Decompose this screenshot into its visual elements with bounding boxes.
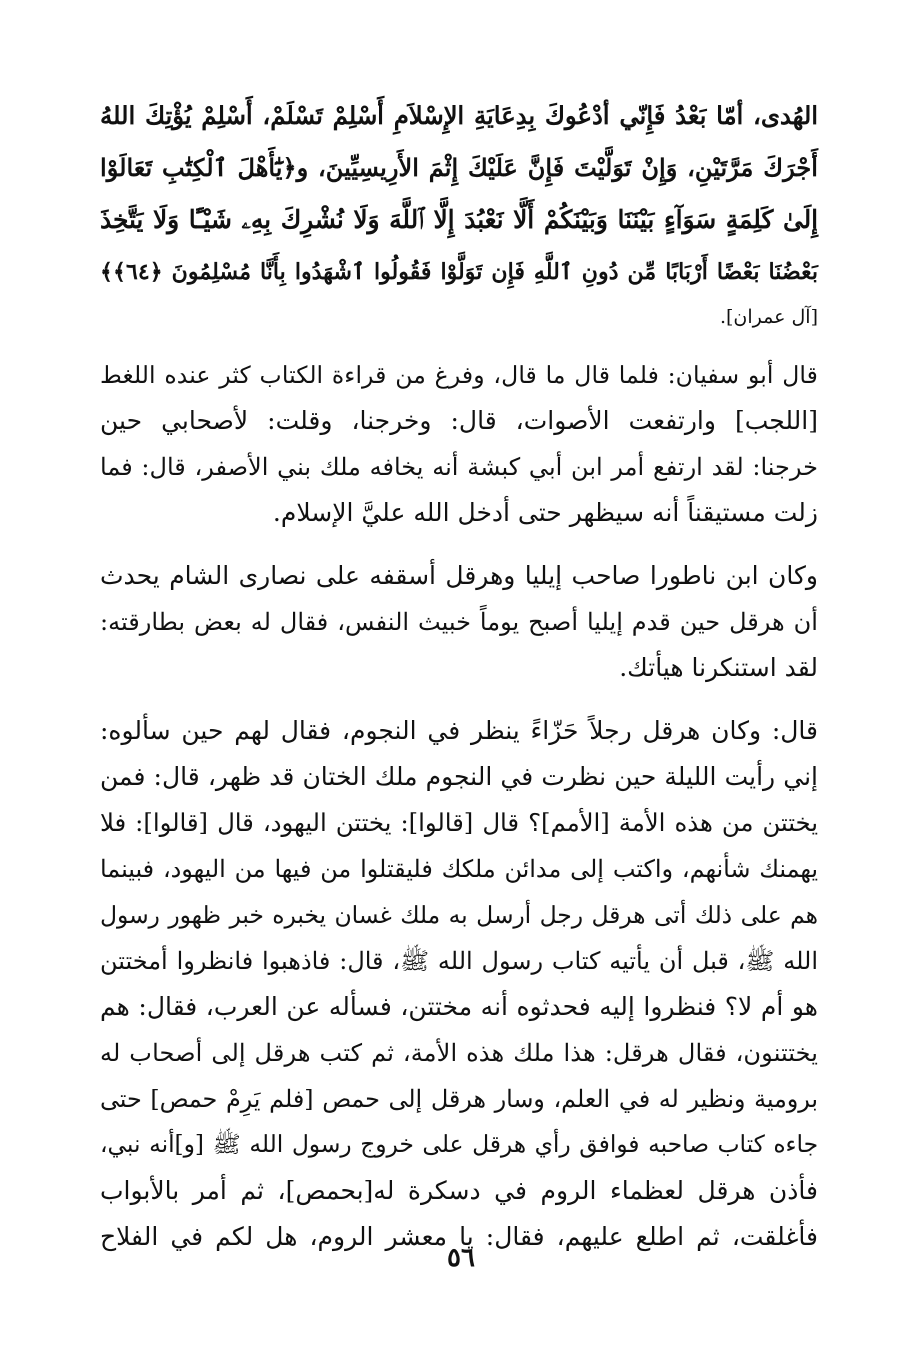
quote-line: بَعْضُنَا بَعْضًا أَرْبَابًا مِّن دُونِ ٱللَّهِ فَإِن تَوَلَّوْا فَقُولُوا ٱشْهَدُوا بِأَنَّا مُسْلِمُونَ ﴿٦٤﴾﴾ [100, 259, 818, 285]
text-line: الله ﷺ، قبل أن يأتيه كتاب رسول الله ﷺ، قال: فاذهبوا فانظروا أمختتن [100, 947, 818, 975]
quran-citation: [آل عمران]. [719, 306, 818, 328]
quote-line: الهُدى، أمّا بَعْدُ فَإِنّي أدْعُوكَ بِدِعَايَةِ الإِسْلاَمِ أَسْلِمْ تَسْلَمْ، أَسْلِمْ يُؤْتِكَ اللهُ [100, 101, 818, 130]
text-line: يختتن من هذه الأمة [الأمم]؟ قال [قالوا]: يختتن اليهود، قال [قالوا]: فلا [100, 808, 818, 837]
text-line: يهمنك شأنهم، واكتب إلى مدائن ملكك فليقتلوا من فيها من اليهود، فبينما [100, 855, 818, 883]
text-line: وكان ابن ناطورا صاحب إيليا وهرقل أسقفه على نصارى الشام يحدث [100, 561, 818, 590]
text-line: قال أبو سفيان: فلما قال ما قال، وفرغ من قراءة الكتاب كثر عنده اللغط [100, 361, 818, 389]
quote-line: إِلَىٰ كَلِمَةٍ سَوَآءٍ بَيْنَنَا وَبَيْنَكُمْ أَلَّا نَعْبُدَ إِلَّا ٱللَّهَ وَلَا نُشْرِكَ بِهِۦ شَيْـًٔا وَلَا يَتَّخِذَ [100, 205, 818, 234]
text-line: أن هرقل حين قدم إيليا أصبح يوماً خبيث النفس، فقال له بعض بطارقته: [100, 608, 818, 636]
paragraph [100, 553, 818, 691]
text-line: فأغلقت، ثم اطلع عليهم، فقال: يا معشر الروم، هل لكم في الفلاح [100, 1222, 818, 1251]
text-line: برومية ونظير له في العلم، وسار هرقل إلى حمص [فلم يَرِمْ حمص] حتى [100, 1085, 818, 1113]
text-line: فأذن هرقل لعظماء الروم في دسكرة له[بحمص]، ثم أمر بالأبواب [100, 1176, 818, 1205]
text-line: قال: وكان هرقل رجلاً حَزّاءً ينظر في النجوم، فقال لهم حين سألوه: [100, 716, 818, 745]
text-line: لقد استنكرنا هيأتك. [619, 653, 818, 682]
text-line: إني رأيت الليلة حين نظرت في النجوم ملك الختان قد ظهر، قال: فمن [100, 762, 818, 791]
page-body [100, 90, 818, 1277]
text-line: زلت مستيقناً أنه سيظهر حتى أدخل الله عليَّ الإسلام. [272, 498, 818, 527]
page-number: ٥٦ [447, 1243, 475, 1273]
text-line: هم على ذلك أتى هرقل رجل أرسل به ملك غسان يخبره خبر ظهور رسول [100, 901, 818, 929]
text-line: [اللجب] وارتفعت الأصوات، قال: وخرجنا، وقلت: لأصحابي حين [100, 406, 818, 435]
letter-quote [100, 90, 818, 298]
paragraph [100, 352, 818, 536]
text-line: خرجنا: لقد ارتفع أمر ابن أبي كبشة أنه يخافه ملك بني الأصفر، قال: فما [100, 453, 818, 481]
text-line: هو أم لا؟ فنظروا إليه فحدثوه أنه مختتن، فسأله عن العرب، فقال: هم [100, 992, 818, 1021]
quote-line: أَجْرَكَ مَرَّتَيْنِ، وَإِنْ تَوَلَّيْتَ فَإِنَّ عَلَيْكَ إِثْمَ الأَرِيسِيِّينَ، و﴿يَٰٓأَهْلَ ٱلْكِتَٰبِ تَعَالَوْا [100, 153, 818, 182]
text-line: يختتنون، فقال هرقل: هذا ملك هذه الأمة، ثم كتب هرقل إلى أصحاب له [100, 1039, 818, 1067]
text-line: جاءه كتاب صاحبه فوافق رأي هرقل على خروج رسول الله ﷺ [و]أنه نبي، [100, 1131, 818, 1158]
paragraph [100, 708, 818, 1260]
